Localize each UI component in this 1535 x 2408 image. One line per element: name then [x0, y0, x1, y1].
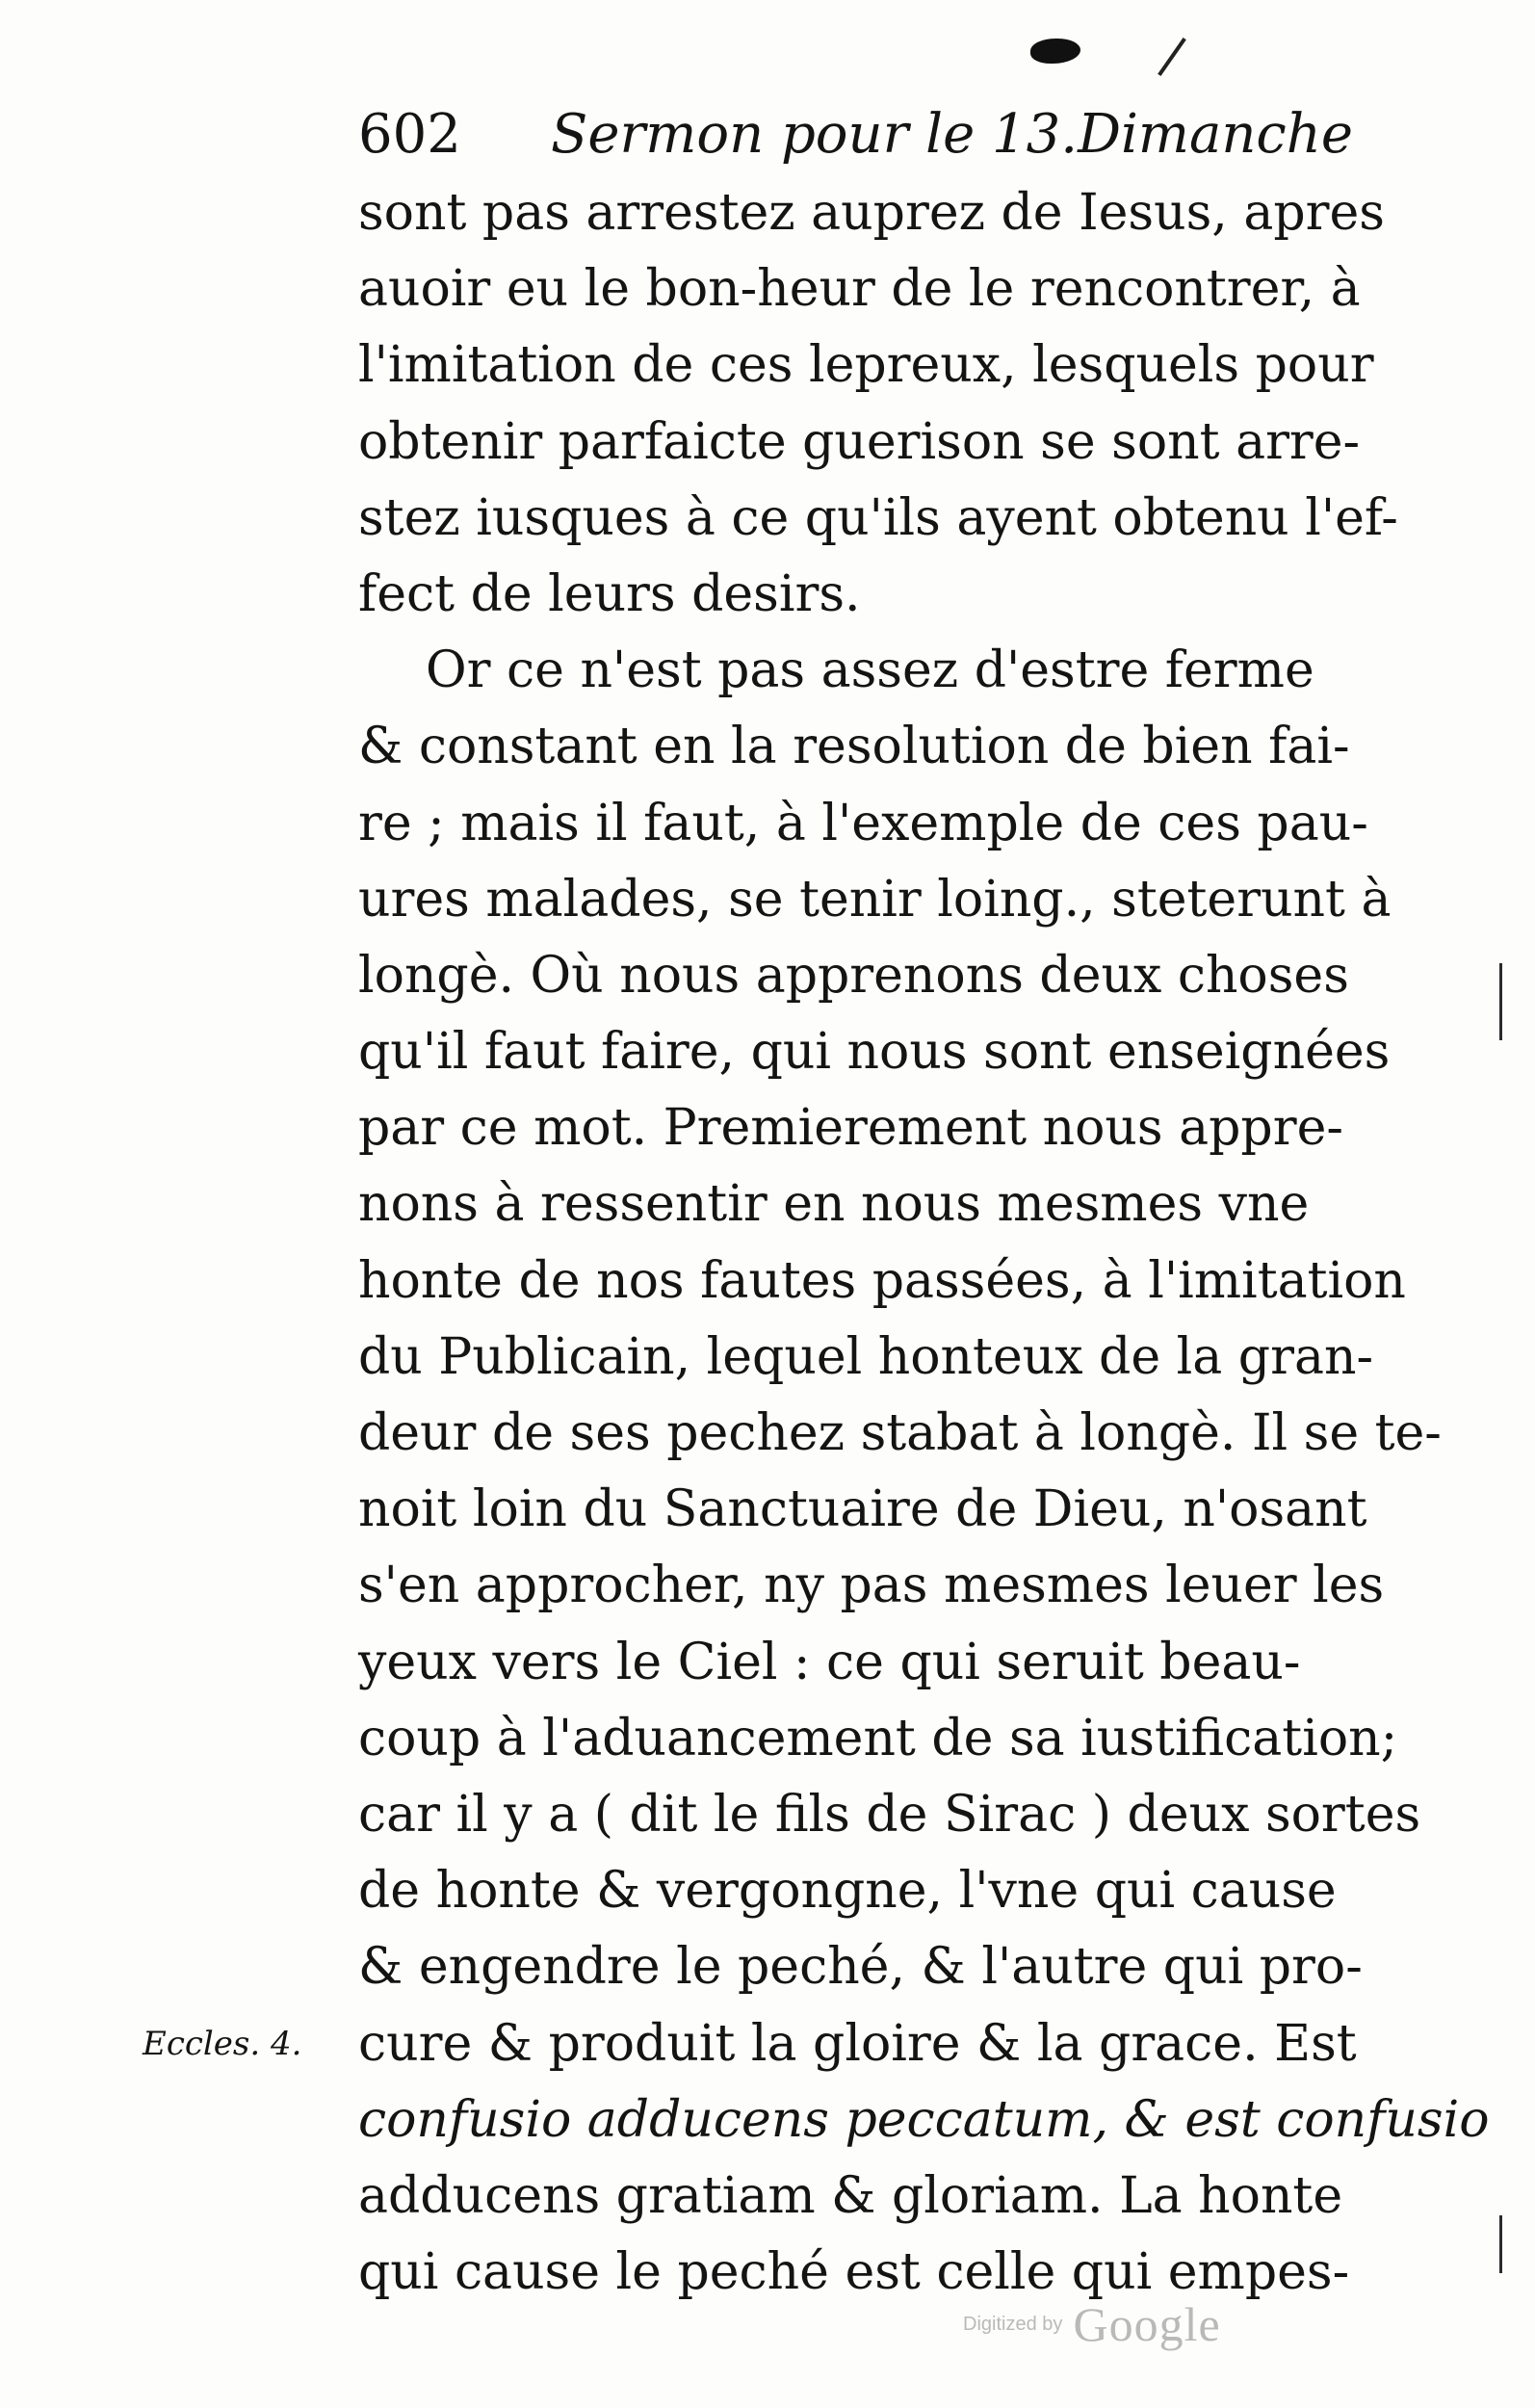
- digitized-by-watermark: [963, 2296, 1221, 2364]
- text-line: noit loin du Sanctuaire de Dieu, n'osant: [358, 1480, 1367, 1539]
- text-line: qui cause le peché est celle qui empes-: [358, 2243, 1350, 2302]
- body-text: [358, 175, 1490, 2311]
- page-header: [358, 96, 1353, 173]
- text-line: du Publicain, lequel honteux de la gran-: [358, 1327, 1374, 1386]
- text-line: adducens gratiam & gloriam. La honte: [358, 2166, 1343, 2225]
- text-line: re ; mais il faut, à l'exemple de ces pau-: [358, 794, 1368, 852]
- text-line: deur de ses pechez stabat à longè. Il se te-: [358, 1404, 1442, 1462]
- ink-blot: [1030, 39, 1080, 64]
- text-line: par ce mot. Premierement nous appre-: [358, 1099, 1343, 1158]
- text-line: qu'il faut faire, qui nous sont enseignées: [358, 1023, 1391, 1082]
- text-line: sont pas arrestez auprez de Iesus, apres: [358, 184, 1385, 242]
- text-line: cure & produit la gloire & la grace. Est: [358, 2014, 1357, 2073]
- watermark-prefix: Digitized by: [963, 2313, 1063, 2335]
- ink-stroke: [1158, 38, 1186, 76]
- text-line: l'imitation de ces lepreux, lesquels pour: [358, 336, 1374, 395]
- running-title: Sermon pour le 13.Dimanche: [551, 103, 1353, 166]
- text-line: de honte & vergongne, l'vne qui cause: [358, 1862, 1337, 1921]
- text-line: obtenir parfaicte guerison se sont arre-: [358, 412, 1361, 471]
- google-logo: Google: [1073, 2297, 1221, 2351]
- text-line-latin: confusio adducens peccatum, & est confusio: [358, 2090, 1490, 2149]
- text-line: longè. Où nous apprenons deux choses: [358, 946, 1349, 1005]
- text-line: & constant en la resolution de bien fai-: [358, 718, 1350, 776]
- text-line: fect de leurs desirs.: [358, 564, 861, 623]
- text-line: & engendre le peché, & l'autre qui pro-: [358, 1938, 1363, 1997]
- text-line: nons à ressentir en nous mesmes vne: [358, 1175, 1310, 1234]
- text-line: honte de nos fautes passées, à l'imitation: [358, 1251, 1406, 1310]
- text-line: Or ce n'est pas assez d'estre ferme: [426, 641, 1314, 700]
- text-line: auoir eu le bon-heur de le rencontrer, à: [358, 260, 1361, 319]
- text-line: ures malades, se tenir loing., steterunt à: [358, 870, 1392, 929]
- page-number: 602: [358, 103, 461, 166]
- text-line: s'en approcher, ny pas mesmes leuer les: [358, 1557, 1385, 1615]
- edge-mark: [1499, 963, 1502, 1040]
- text-line: stez iusques à ce qu'ils ayent obtenu l'ef-: [358, 488, 1398, 547]
- edge-mark: [1499, 2215, 1502, 2273]
- text-line: coup à l'aduancement de sa iustification;: [358, 1709, 1398, 1767]
- text-line: yeux vers le Ciel : ce qui seruit beau-: [358, 1633, 1301, 1691]
- text-line: car il y a ( dit le fils de Sirac ) deux sortes: [358, 1785, 1421, 1844]
- margin-note: Eccles. 4.: [143, 2025, 302, 2063]
